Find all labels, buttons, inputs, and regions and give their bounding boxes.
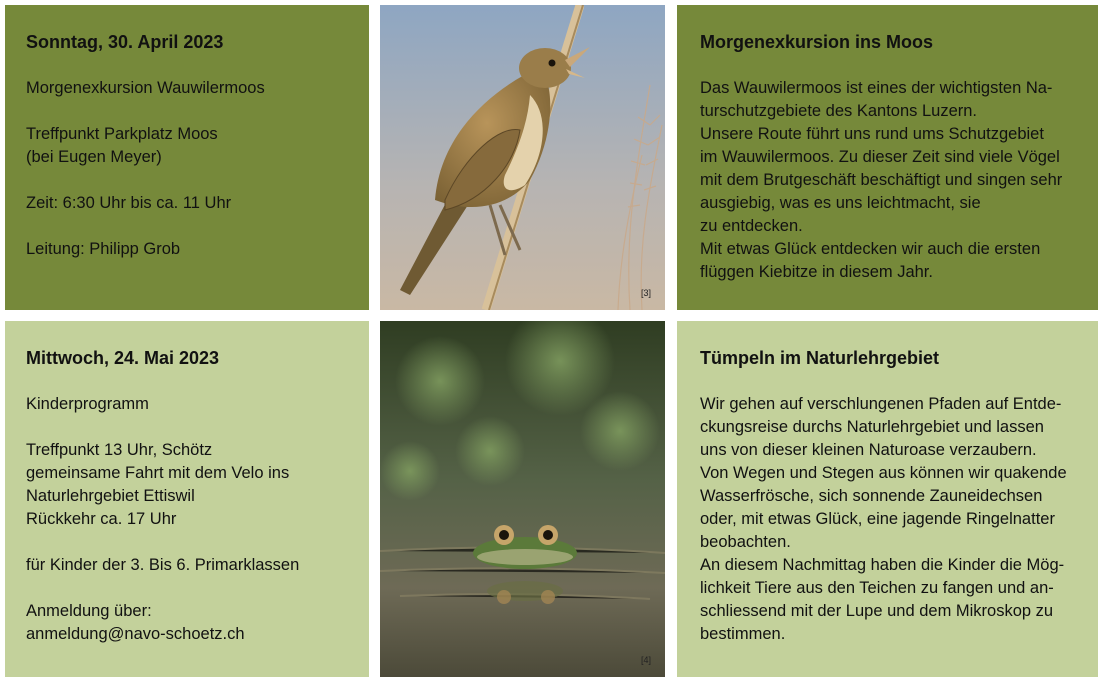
event1-description-line: zu entdecken. [700,217,803,235]
event2-description-line: Von Wegen und Stegen aus können wir quakende [700,464,1067,482]
event1-title: Morgenexkursion ins Moos [700,32,934,52]
event2-description-line: Wasserfrösche, sich sonnende Zauneidechsen [700,487,1043,505]
event2-registration-label: Anmeldung über: [26,602,152,620]
event2-description-line: oder, mit etwas Glück, eine jagende Ringelnatter [700,510,1055,528]
event2-description-line: schliessend mit der Lupe und dem Mikroskop zu [700,602,1054,620]
event2-description-line: uns von dieser kleinen Naturoase verzaubern. [700,441,1037,459]
event1-leader: Leitung: Philipp Grob [26,240,181,258]
event1-time: Zeit: 6:30 Uhr bis ca. 11 Uhr [26,194,232,212]
photo-credit-3: [3] [640,288,651,298]
reed-warbler-photo [380,5,665,310]
event2-info-box [5,321,369,677]
event1-description-line: flüggen Kiebitze in diesem Jahr. [700,263,933,281]
event1-description-line: mit dem Brutgeschäft beschäftigt und singen sehr [700,171,1063,189]
event2-detail-line: Rückkehr ca. 17 Uhr [26,510,177,528]
event1-description-line: Unsere Route führt uns rund ums Schutzgebiet [700,125,1044,143]
event1-meeting-point-line2: (bei Eugen Meyer) [26,148,162,166]
event1-meeting-point-line1: Treffpunkt Parkplatz Moos [26,125,218,143]
event1-description-box [677,5,1098,310]
event2-description-line: beobachten. [700,533,791,551]
event2-detail-line: gemeinsame Fahrt mit dem Velo ins [26,464,290,482]
event1-description-line: ausgiebig, was es uns leichtmacht, sie [700,194,981,212]
event2-description-line: Wir gehen auf verschlungenen Pfaden auf Entde- [700,395,1062,413]
event1-description-line: turschutzgebiete des Kantons Luzern. [700,102,978,120]
event1-description-line: Das Wauwilermoos ist eines der wichtigsten Na- [700,79,1053,97]
event2-description-line: An diesem Nachmittag haben die Kinder die Mög- [700,556,1065,574]
event2-description-line: bestimmen. [700,625,786,643]
event2-description-box [677,321,1098,677]
event1-info-box [5,5,369,310]
event2-audience: für Kinder der 3. Bis 6. Primarklassen [26,556,300,574]
event2-registration-email[interactable]: anmeldung@navo-schoetz.ch [26,625,245,643]
event2-title: Tümpeln im Naturlehrgebiet [700,348,940,368]
event1-description [700,77,1076,284]
event2-detail-line: Naturlehrgebiet Ettiswil [26,487,195,505]
event1-date: Sonntag, 30. April 2023 [26,32,224,52]
event2-description-line: lichkeit Tiere aus den Teichen zu fangen und an- [700,579,1054,597]
event1-description-line: im Wauwilermoos. Zu dieser Zeit sind viele Vögel [700,148,1060,166]
event1-subtitle: Morgenexkursion Wauwilermoos [26,79,265,97]
event2-subtitle: Kinderprogramm [26,395,149,413]
frog-photo [380,321,665,677]
event2-description-line: ckungsreise durchs Naturlehrgebiet und lassen [700,418,1044,436]
event2-date: Mittwoch, 24. Mai 2023 [26,348,220,368]
event2-detail-line: Treffpunkt 13 Uhr, Schötz [26,441,213,459]
photo-credit-4: [4] [640,655,651,665]
event1-description-line: Mit etwas Glück entdecken wir auch die ersten [700,240,1041,258]
event2-description [700,393,1076,646]
